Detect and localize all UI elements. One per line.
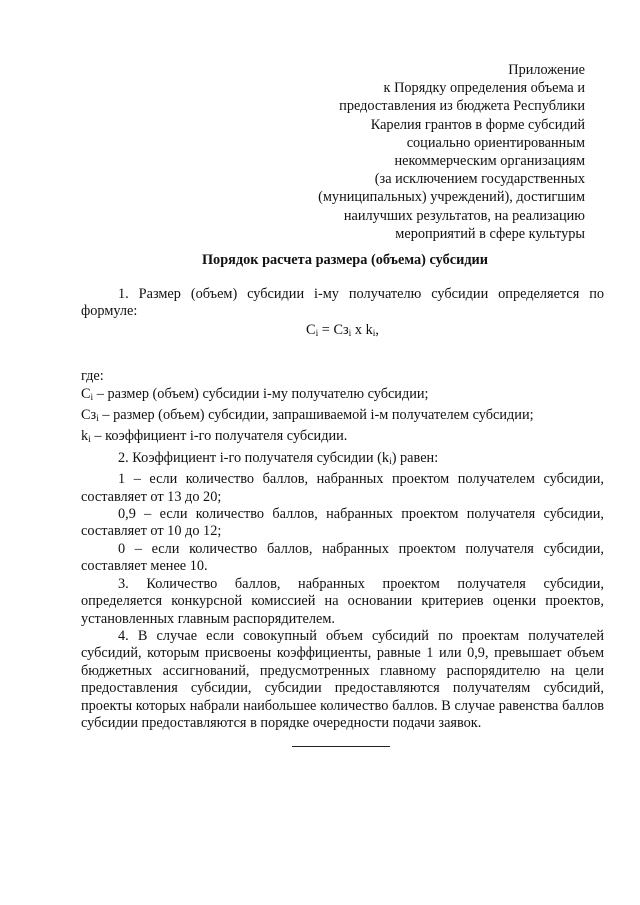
paragraph-2c: 0 – если количество баллов, набранных проектом получателя субсидии, составляет менее 10.	[81, 540, 604, 575]
formula-lhs: C	[306, 321, 316, 338]
appendix-line: предоставления из бюджета Республики	[339, 98, 585, 115]
formula-lhs-sub: i	[315, 328, 319, 339]
document-body	[81, 286, 604, 732]
formula-mid-sub: i	[348, 328, 352, 339]
appendix-line: Карелия грантов в форме субсидий	[370, 116, 585, 133]
paragraph-2b: 0,9 – если количество баллов, набранных проектом получателя субсидии, составляет от 10 до 12;	[81, 506, 604, 540]
closing-rule	[292, 746, 390, 747]
definition-symbol: k	[81, 428, 89, 445]
definition-symbol: C	[81, 385, 91, 402]
definition-3	[81, 428, 604, 449]
paragraph-2-subscript: i	[389, 456, 392, 467]
paragraph-2-end: ) равен:	[391, 449, 439, 466]
definition-text: – размер (объем) субсидии i-му получателю субсидии;	[93, 385, 429, 402]
definition-2	[81, 407, 604, 428]
definition-text: – размер (объем) субсидии, запрашиваемой i-м получателем субсидии;	[98, 407, 534, 424]
formula-end: ,	[375, 321, 379, 338]
paragraph-2a: 1 – если количество баллов, набранных проектом получателем субсидии, составляет от 13 до 20;	[81, 471, 604, 505]
formula-rest-sub: i	[372, 328, 376, 339]
appendix-line: к Порядку определения объема и	[383, 80, 585, 97]
paragraph-3: 3. Количество баллов, набранных проектом получателя субсидии, определяется конкурсной комиссией на основании критериев оценки проектов, установленных главным распорядителем.	[81, 575, 604, 627]
appendix-line: социально ориентированным	[406, 134, 585, 151]
appendix-line: некоммерческим организациям	[394, 153, 585, 170]
formula-rest: x k	[351, 321, 373, 338]
formula	[81, 322, 604, 343]
paragraph-2	[81, 450, 604, 471]
definition-symbol: Сз	[81, 407, 97, 424]
definition-text: – коэффициент i-го получателя субсидии.	[90, 428, 348, 445]
definition-subscript: i	[90, 392, 94, 403]
definition-subscript: i	[88, 435, 91, 446]
spacer	[81, 343, 604, 368]
definition-subscript: i	[96, 414, 99, 425]
paragraph-1: 1. Размер (объем) субсидии i-му получателю субсидии определяется по формуле:	[81, 286, 604, 320]
appendix-line: (муниципальных) учреждений), достигшим	[318, 189, 585, 206]
paragraph-4: 4. В случае если совокупный объем субсидий по проектам получателей субсидий, которым присвоены коэффициенты, равные 1 или 0,9, превышает объем бюджетных ассигнований, предусмотренных главному распорядителю на цели предоставления субсидии, субсидии предоставляются получателям субсидий, проекты которых набрали наибольшее количество баллов. В случае равенства баллов субсидии предоставляются в порядке очередности подачи заявок.	[81, 627, 604, 731]
appendix-line: наилучших результатов, на реализацию	[343, 207, 585, 224]
paragraph-2-start: 2. Коэффициент i-го получателя субсидии (k	[118, 449, 390, 466]
appendix-line: мероприятий в сфере культуры	[395, 225, 585, 242]
formula-mid: = Сз	[318, 321, 349, 338]
definition-1	[81, 386, 604, 407]
where-label: где:	[81, 368, 104, 385]
document-title: Порядок расчета размера (объема) субсидии	[201, 252, 489, 268]
appendix-header	[318, 61, 585, 243]
appendix-line: (за исключением государственных	[374, 171, 585, 188]
appendix-line: Приложение	[508, 62, 585, 78]
